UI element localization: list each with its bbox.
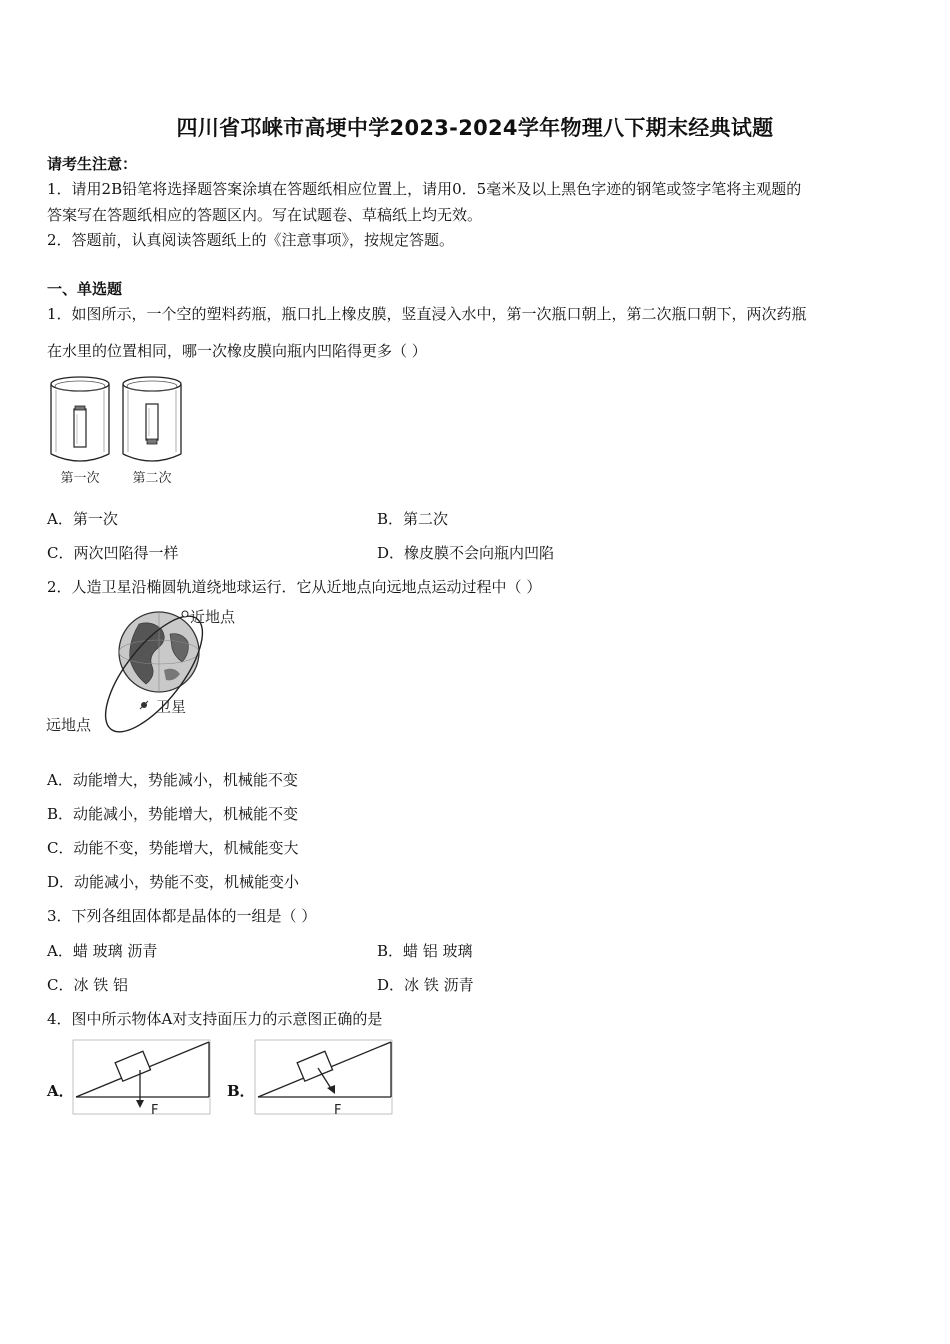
q2-satellite-figure [44, 604, 254, 736]
arrow-down-icon [136, 1100, 144, 1108]
q2-option-a: A．动能增大，势能减小，机械能不变 [47, 771, 298, 789]
q2-option-c: C．动能不变，势能增大，机械能变大 [47, 839, 299, 857]
q2-stem: 2．人造卫星沿椭圆轨道绕地球运行．它从近地点向远地点运动过程中（ ） [47, 578, 542, 596]
page-title: 四川省邛崃市高埂中学2023-2024学年物理八下期末经典试题 [176, 116, 774, 140]
q4-option-b-label: B． [227, 1082, 255, 1100]
q1-option-a: A．第一次 [47, 510, 118, 528]
q3-option-b: B．蜡 铝 玻璃 [377, 942, 473, 960]
arrow-diagonal-icon [327, 1085, 335, 1094]
fig-label-second: 第二次 [132, 471, 172, 486]
q3-option-a: A．蜡 玻璃 沥青 [47, 942, 158, 960]
q1-option-c: C．两次凹陷得一样 [47, 544, 179, 562]
q3-option-d: D．冰 铁 沥青 [377, 976, 474, 994]
satellite-label: 卫星 [156, 698, 187, 716]
far-point-label: 远地点 [46, 716, 92, 734]
notice-heading: 请考生注意： [47, 155, 138, 173]
q1-stem-line-1: 1．如图所示，一个空的塑料药瓶，瓶口扎上橡皮膜，竖直浸入水中，第一次瓶口朝上，第二次瓶口朝下，两次药瓶 [47, 305, 807, 323]
q2-option-d: D．动能减小，势能不变，机械能变小 [47, 873, 300, 891]
q3-stem: 3．下列各组固体都是晶体的一组是（ ） [47, 907, 317, 925]
fig-label-first: 第一次 [60, 471, 100, 486]
q1-bottle-figure [44, 372, 194, 490]
notice-line-2: 2．答题前，认真阅读答题纸上的《注意事项》，按规定答题。 [47, 231, 455, 249]
beaker-first [51, 377, 109, 461]
satellite-icon [140, 701, 148, 709]
block-b [297, 1051, 332, 1081]
beaker-second [123, 377, 181, 461]
near-point-label: 近地点 [190, 608, 236, 626]
force-label-a: F [151, 1103, 159, 1118]
q4-figure-b [252, 1038, 397, 1118]
force-label-b: F [334, 1103, 342, 1118]
q4-option-a-label: A． [47, 1082, 74, 1100]
notice-line-1b: 答案写在答题纸相应的答题区内。写在试题卷、草稿纸上均无效。 [47, 206, 483, 224]
q3-option-c: C．冰 铁 铝 [47, 976, 129, 994]
q2-option-b: B．动能减小，势能增大，机械能不变 [47, 805, 299, 823]
q1-option-b: B．第二次 [377, 510, 449, 528]
near-point-dot [182, 611, 188, 617]
q4-figure-a [70, 1038, 215, 1118]
q4-stem: 4．图中所示物体A对支持面压力的示意图正确的是 [47, 1010, 383, 1028]
notice-line-1a: 1．请用2B铅笔将选择题答案涂填在答题纸相应位置上，请用0．5毫米及以上黑色字迹的钢笔或签字笔将主观题的 [47, 180, 802, 198]
q1-stem-line-2: 在水里的位置相同，哪一次橡皮膜向瓶内凹陷得更多（ ） [47, 342, 427, 360]
q1-option-d: D．橡皮膜不会向瓶内凹陷 [377, 544, 555, 562]
earth-globe [119, 612, 199, 692]
block-a [115, 1051, 150, 1081]
section-heading: 一、单选题 [47, 280, 123, 298]
